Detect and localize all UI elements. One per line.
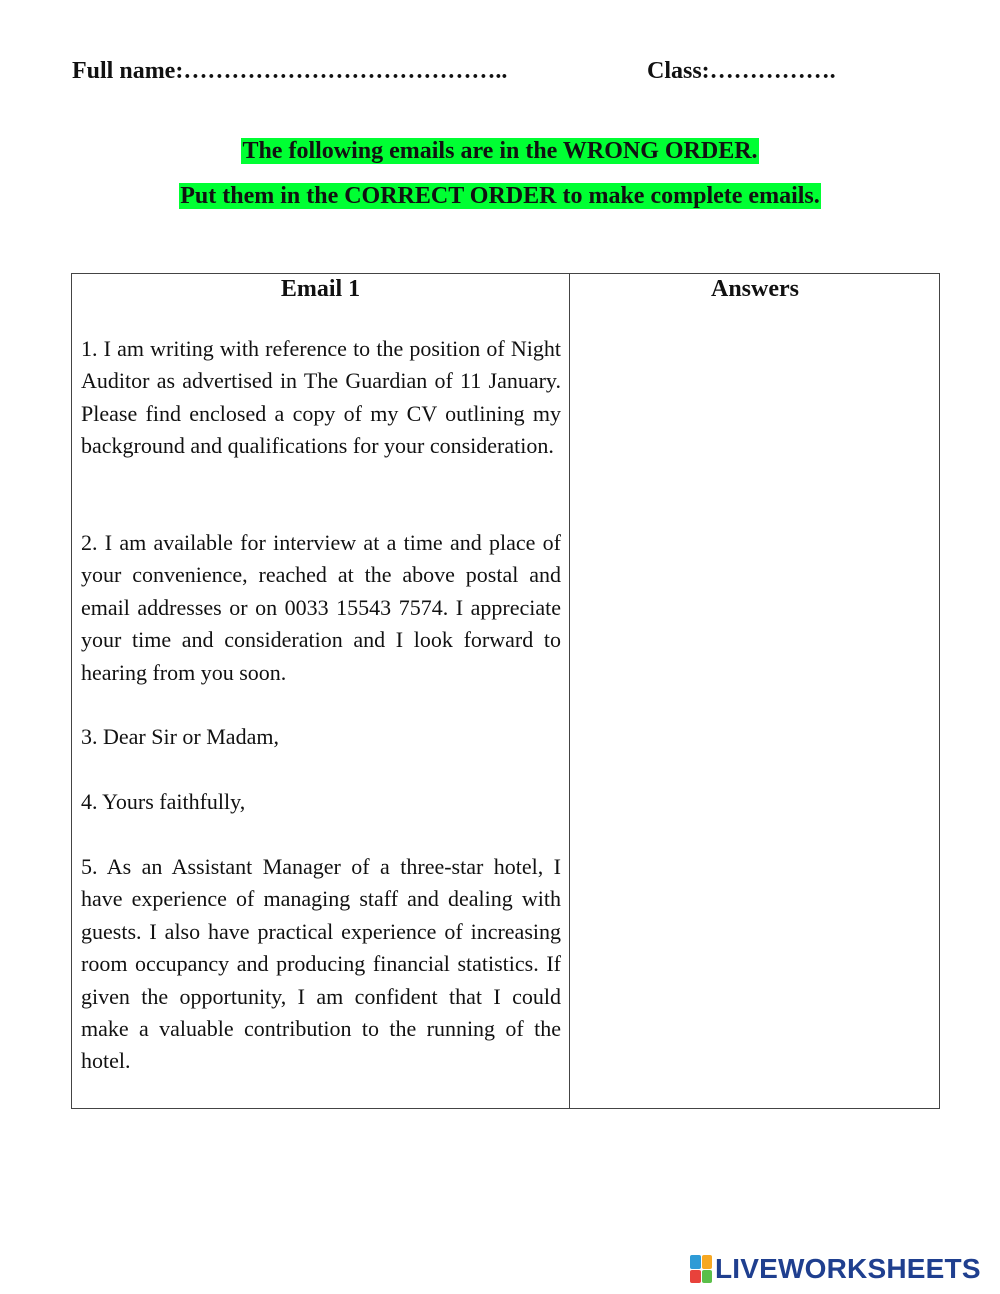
instruction-line-1-text: The following emails are in the WRONG ORDER. bbox=[242, 138, 758, 164]
email-paragraph-5: 5. As an Assistant Manager of a three-star hotel, I have experience of managing staff and dealing with guests. I also have practical experience of increasing room occupancy and producing financial statistics. If given the opportunity, I am confident that I could make a valuable contribution to the running of the hotel. bbox=[81, 854, 561, 1074]
email-heading: Email 1 bbox=[280, 276, 361, 302]
logo-square-3 bbox=[690, 1270, 701, 1284]
liveworksheets-logo-icon bbox=[690, 1255, 712, 1283]
email-paragraph-1: 1. I am writing with reference to the position of Night Auditor as advertised in The Guardian of 11 January. Please find enclosed a copy of my CV outlining my background and qualifications for your consideration. bbox=[81, 336, 561, 459]
email-table bbox=[71, 273, 940, 1109]
email-paragraph-3: 3. Dear Sir or Madam, bbox=[81, 724, 279, 749]
instruction-line-1 bbox=[0, 138, 1000, 165]
class-label: Class:……………. bbox=[647, 58, 836, 84]
logo-square-2 bbox=[702, 1255, 713, 1269]
instruction-line-2-text: Put them in the CORRECT ORDER to make complete emails. bbox=[180, 183, 820, 209]
email-paragraph-2: 2. I am available for interview at a time and place of your convenience, reached at the above postal and email addresses or on 0033 15543 7574. I appreciate your time and consideration and I look forward to hearing from you soon. bbox=[81, 530, 561, 685]
logo-square-1 bbox=[690, 1255, 701, 1269]
answers-heading: Answers bbox=[711, 276, 799, 302]
full-name-label: Full name:………………………………….. bbox=[72, 58, 508, 84]
instruction-line-2 bbox=[0, 183, 1000, 210]
liveworksheets-logo-text: LIVEWORKSHEETS bbox=[715, 1253, 981, 1284]
logo-square-4 bbox=[702, 1270, 713, 1284]
column-divider bbox=[569, 274, 570, 1108]
liveworksheets-logo bbox=[690, 1251, 981, 1287]
email-paragraph-4: 4. Yours faithfully, bbox=[81, 789, 246, 814]
answers-area[interactable] bbox=[572, 324, 938, 1104]
